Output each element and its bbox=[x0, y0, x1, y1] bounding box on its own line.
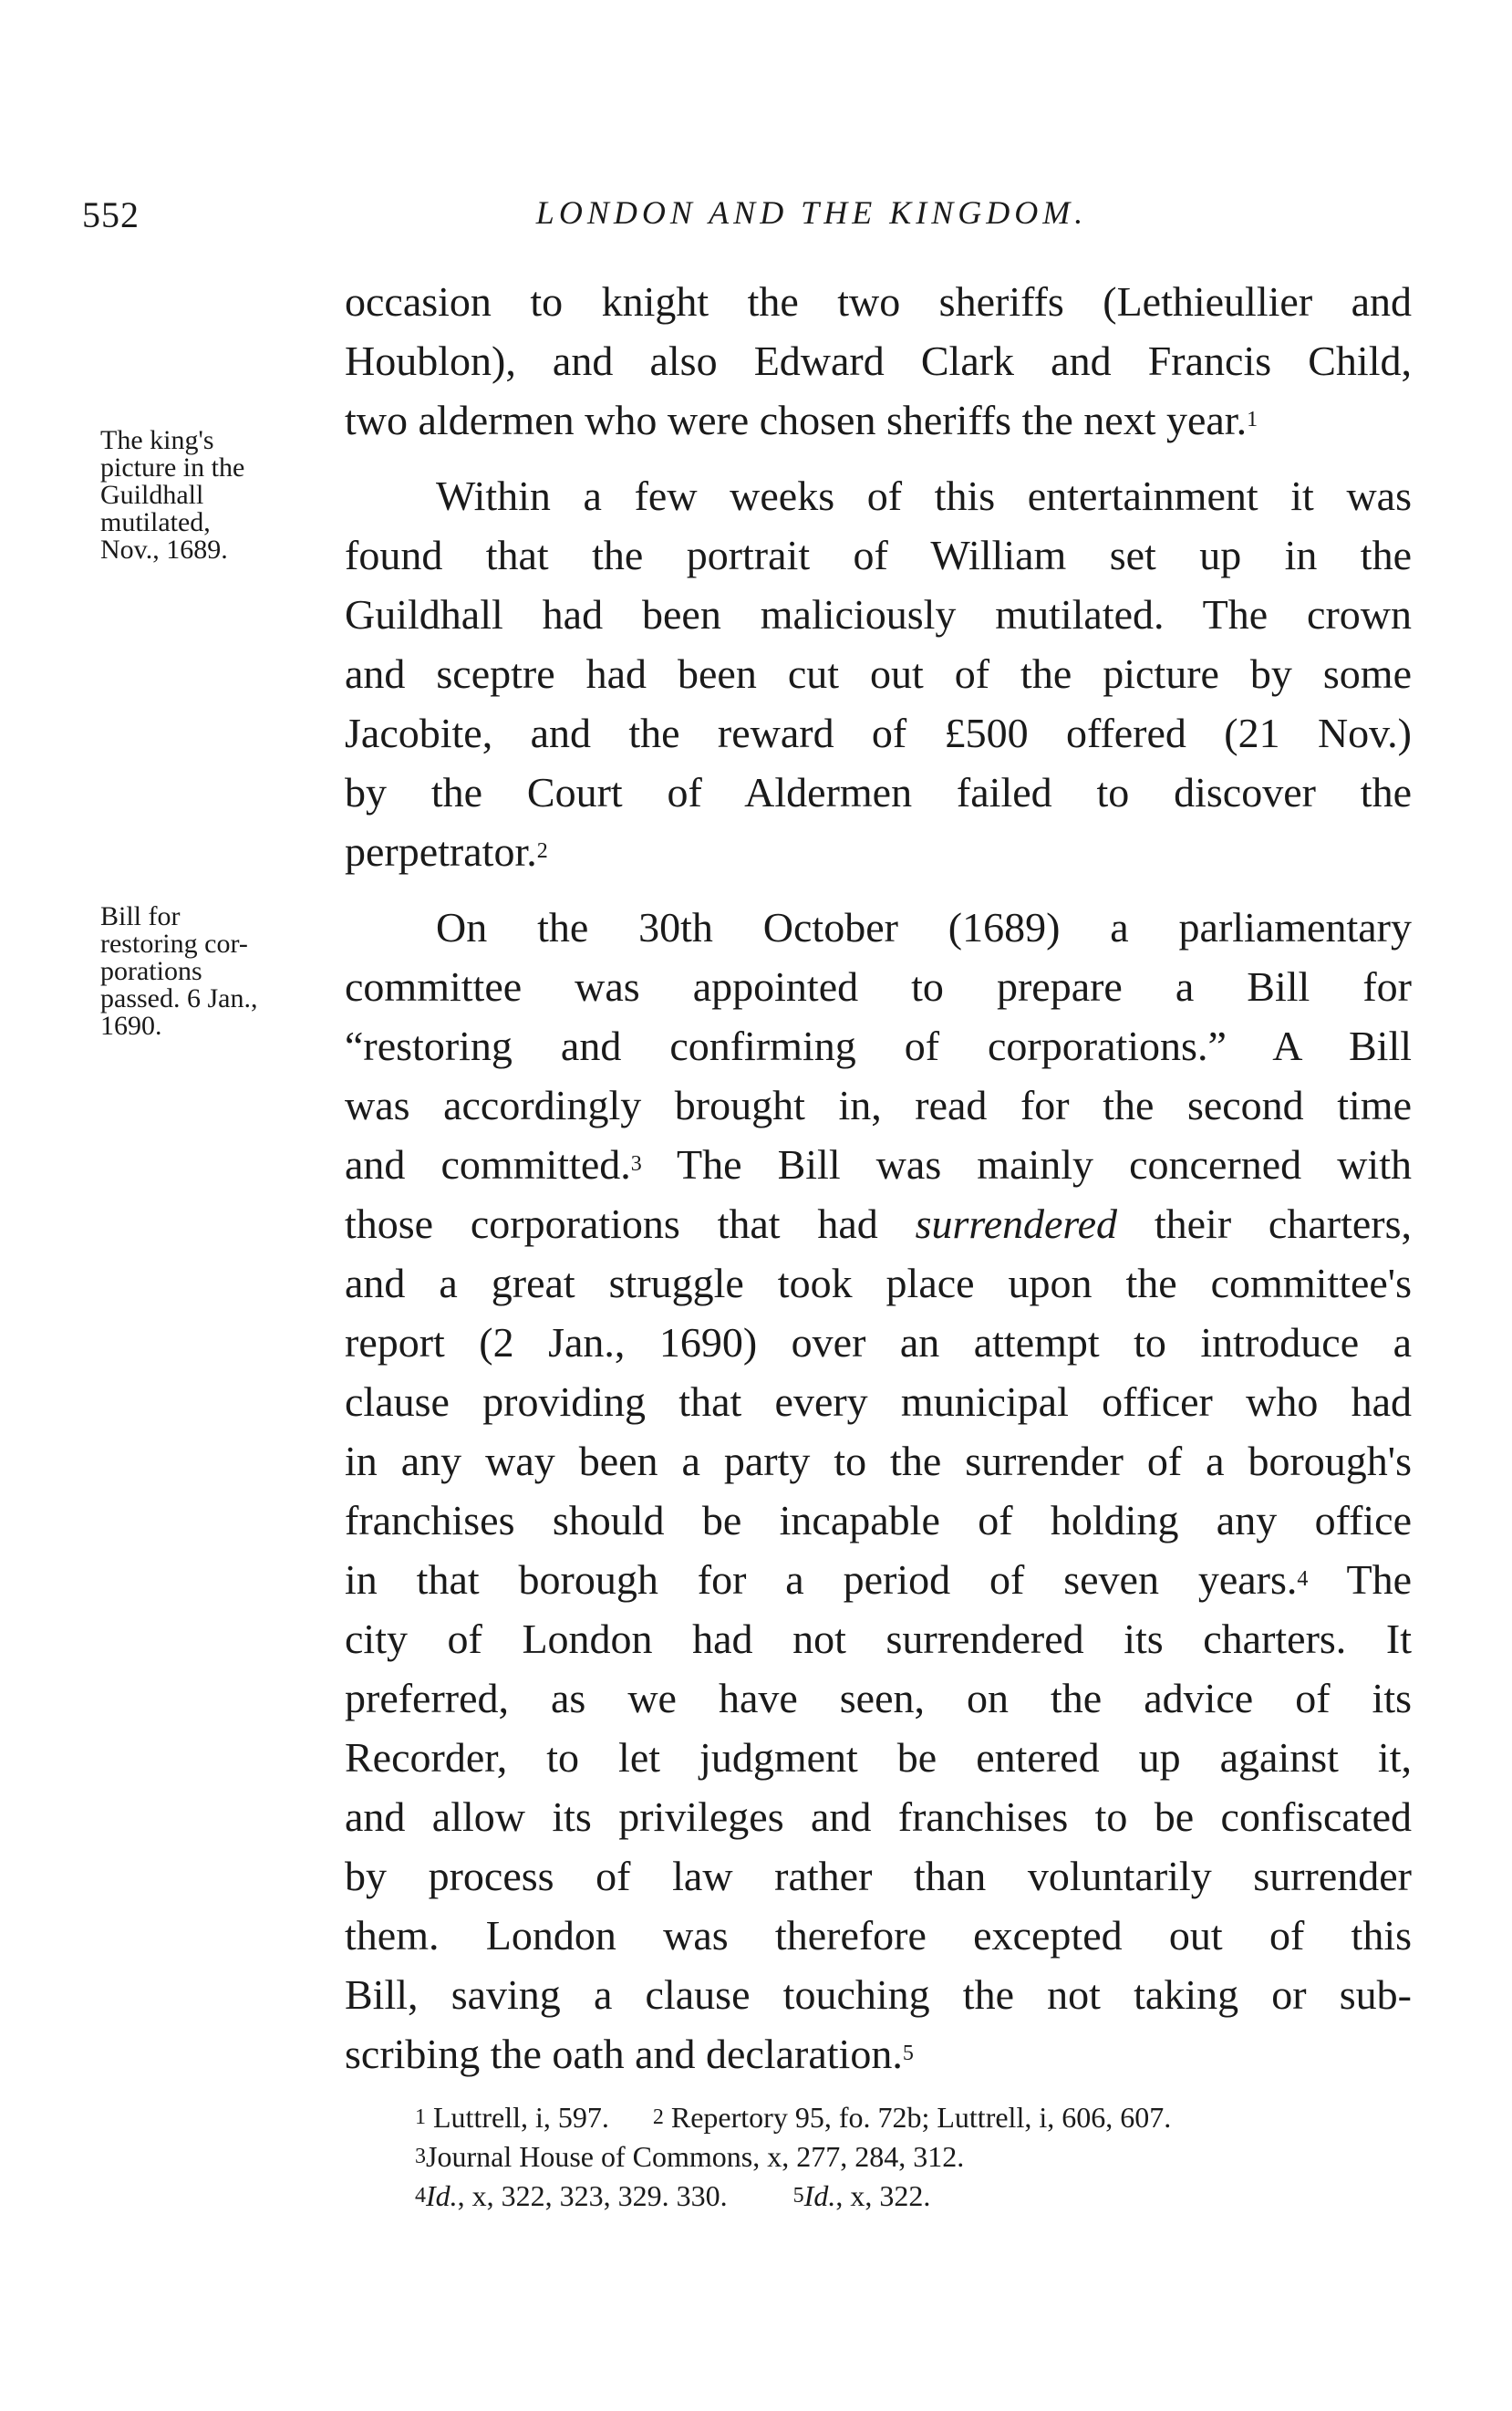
margin-note-line: The king's bbox=[100, 425, 214, 455]
line-text: two aldermen who were chosen sheriffs the next year. bbox=[345, 397, 1248, 443]
text-line: clause providing that every municipal officer who had bbox=[345, 1378, 1412, 1425]
text-line: them. London was therefore excepted out of this bbox=[345, 1912, 1412, 1959]
footnote-number: 5 bbox=[792, 2184, 804, 2208]
text-line: and sceptre had been cut out of the picture by some bbox=[345, 650, 1412, 697]
line-text: those corporations that had bbox=[345, 1200, 916, 1247]
line-text: their charters, bbox=[1117, 1200, 1412, 1247]
text-line: city of London had not surrendered its charters. It bbox=[345, 1616, 1412, 1662]
text-line bbox=[345, 2024, 1412, 2084]
footnote-number: 2 bbox=[652, 2105, 664, 2129]
text-line bbox=[345, 822, 1412, 881]
text-line: report (2 Jan., 1690) over an attempt to introduce a bbox=[345, 1319, 1412, 1366]
footnote-mark: 4 bbox=[1297, 1567, 1309, 1591]
text-line: franchises should be incapable of holding any office bbox=[345, 1497, 1412, 1543]
footnote-text: Luttrell, i, 597. bbox=[433, 2101, 609, 2134]
page-number: 552 bbox=[82, 194, 140, 235]
text-line: found that the portrait of William set up in the bbox=[345, 532, 1412, 578]
paragraph-2 bbox=[345, 466, 1412, 881]
text-line bbox=[345, 1550, 1412, 1609]
margin-note-line: 1690. bbox=[100, 1011, 162, 1041]
text-line: Recorder, to let judgment be entered up against it, bbox=[345, 1734, 1412, 1781]
text-line: committee was appointed to prepare a Bill for bbox=[345, 963, 1412, 1010]
paragraph-3 bbox=[345, 898, 1412, 2084]
text-line: preferred, as we have seen, on the advice of its bbox=[345, 1675, 1412, 1721]
text-line: “restoring and confirming of corporations.” A Bill bbox=[345, 1023, 1412, 1069]
text-line: occasion to knight the two sheriffs (Lethieullier and bbox=[345, 278, 1412, 325]
footnote-number: 3 bbox=[415, 2145, 426, 2168]
footnote-line bbox=[415, 2098, 1409, 2137]
text-line: and allow its privileges and franchises to be confiscated bbox=[345, 1793, 1412, 1840]
text-line: by the Court of Aldermen failed to discover the bbox=[345, 769, 1412, 816]
text-line: and a great struggle took place upon the committee's bbox=[345, 1260, 1412, 1306]
italic-word: surrendered bbox=[915, 1200, 1118, 1247]
text-line: Houblon), and also Edward Clark and Francis Child, bbox=[345, 338, 1412, 384]
line-text: in that borough for a period of seven years. bbox=[345, 1556, 1298, 1603]
footnote-text: Journal House of Commons, x, 277, 284, 312. bbox=[426, 2140, 965, 2173]
text-line: Guildhall had been maliciously mutilated. The crown bbox=[345, 591, 1412, 638]
text-line bbox=[345, 1194, 1412, 1253]
margin-note-line: mutilated, bbox=[100, 507, 211, 537]
text-line bbox=[345, 390, 1412, 450]
footnote-mark: 3 bbox=[630, 1152, 642, 1176]
margin-note-line: Guildhall bbox=[100, 480, 204, 510]
line-text: scribing the oath and declaration. bbox=[345, 2031, 903, 2077]
margin-note-line: Nov., 1689. bbox=[100, 535, 228, 565]
running-title: LONDON AND THE KINGDOM. bbox=[535, 194, 1088, 231]
text-line: On the 30th October (1689) a parliamentary bbox=[436, 904, 1412, 951]
margin-note-bill bbox=[100, 903, 319, 1040]
margin-note-line: porations bbox=[100, 956, 202, 986]
margin-note-portrait bbox=[100, 427, 319, 564]
margin-note-line: restoring cor- bbox=[100, 929, 248, 959]
footnote-italic: Id. bbox=[426, 2179, 458, 2212]
margin-note-line: passed. 6 Jan., bbox=[100, 983, 258, 1013]
text-line: was accordingly brought in, read for the second time bbox=[345, 1082, 1412, 1128]
footnote-mark: 1 bbox=[1247, 408, 1258, 431]
line-text: and committed. bbox=[345, 1141, 631, 1188]
footnote-mark: 5 bbox=[902, 2042, 914, 2065]
footnote-text: , x, 322, 323, 329. 330. bbox=[457, 2179, 728, 2212]
margin-note-line: picture in the bbox=[100, 452, 245, 483]
text-line: in any way been a party to the surrender of a borough's bbox=[345, 1438, 1412, 1484]
text-line: by process of law rather than voluntarily surrender bbox=[345, 1853, 1412, 1899]
footnote-text: , x, 322. bbox=[835, 2179, 931, 2212]
footnote-number: 4 bbox=[415, 2184, 426, 2208]
footnote-mark: 2 bbox=[536, 839, 548, 863]
body-text bbox=[345, 272, 1412, 2084]
footnote-text: Repertory 95, fo. 72b; Luttrell, i, 606, 607. bbox=[670, 2101, 1172, 2134]
text-line: Jacobite, and the reward of £500 offered (21 Nov.) bbox=[345, 710, 1412, 756]
text-line: Bill, saving a clause touching the not taking or sub- bbox=[345, 1971, 1412, 2018]
footnote-line bbox=[415, 2137, 1409, 2177]
line-text: The Bill was mainly concerned with bbox=[641, 1141, 1412, 1188]
margin-note-line: Bill for bbox=[100, 901, 181, 931]
text-line bbox=[345, 1135, 1412, 1194]
text-line: Within a few weeks of this entertainment it was bbox=[436, 473, 1412, 519]
line-text: perpetrator. bbox=[345, 828, 537, 875]
footnote-italic: Id. bbox=[803, 2179, 836, 2212]
footnote-number: 1 bbox=[415, 2105, 426, 2129]
footnote-line bbox=[415, 2177, 1409, 2216]
paragraph-1 bbox=[345, 272, 1412, 450]
footnotes bbox=[415, 2098, 1409, 2216]
line-text: The bbox=[1308, 1556, 1412, 1603]
